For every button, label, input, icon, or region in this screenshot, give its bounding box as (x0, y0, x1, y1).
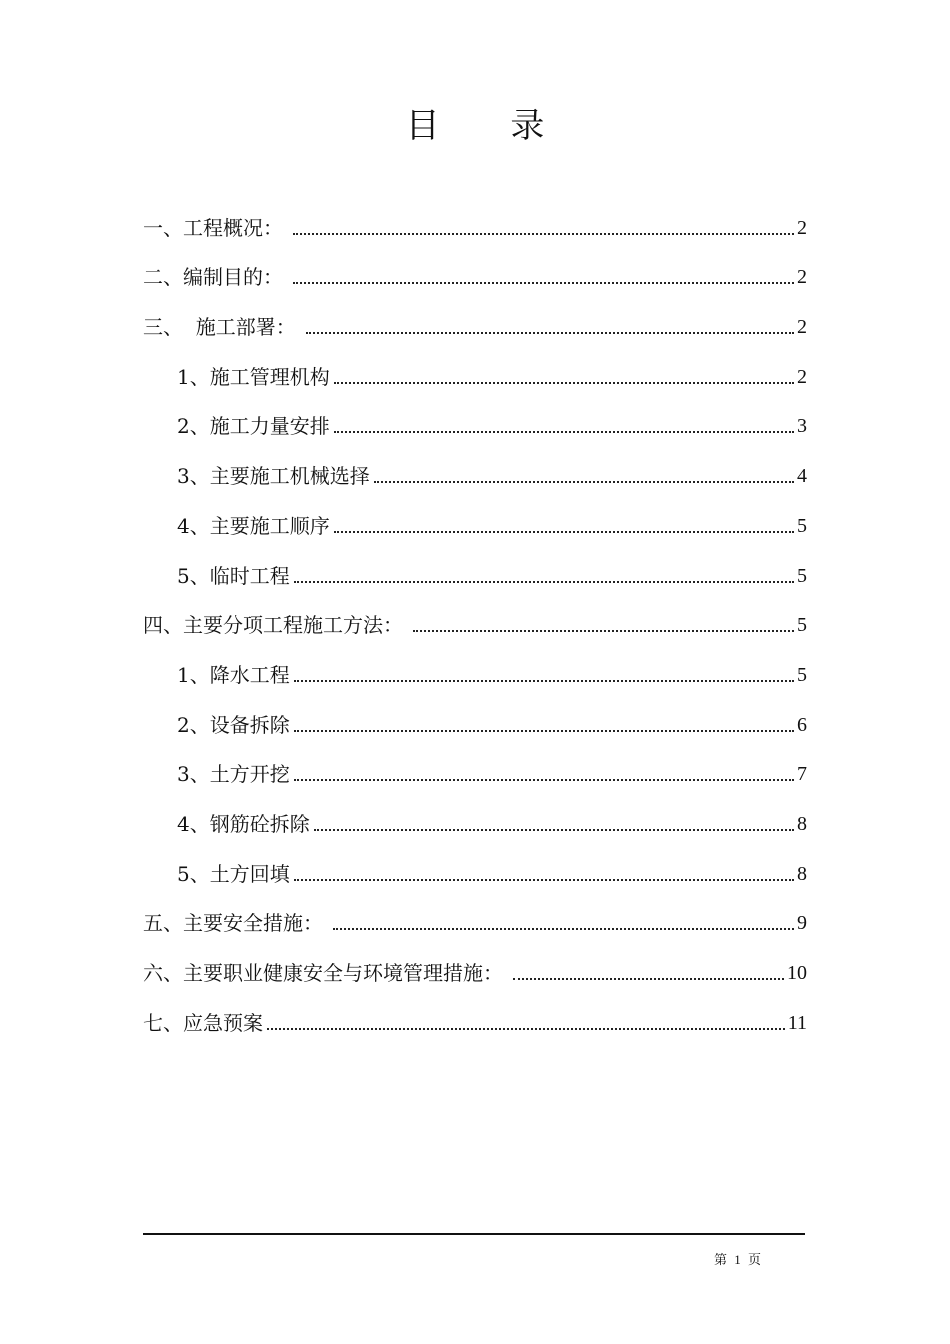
toc-entry[interactable] (143, 438, 807, 488)
toc-entry-label: 4、主要施工顺序 (177, 513, 330, 538)
toc-entry-label: 五、主要安全措施： (143, 911, 330, 936)
toc-entry-page: 5 (797, 614, 807, 637)
toc-entry[interactable] (143, 886, 807, 936)
toc-entry[interactable] (143, 389, 807, 439)
toc-entry[interactable] (143, 786, 807, 836)
toc-entry-page: 10 (787, 962, 807, 984)
toc-entry-page: 3 (797, 415, 807, 438)
toc-entry-label: 1、降水工程 (177, 662, 290, 687)
toc-entry-label: 3、土方开挖 (177, 762, 290, 787)
toc-entry-page: 5 (797, 663, 807, 686)
toc-dot-leader (334, 531, 794, 533)
toc-entry-page: 2 (797, 365, 807, 388)
toc-entry-page: 5 (797, 564, 807, 587)
toc-dot-leader (294, 680, 794, 682)
toc-entry-label: 3、主要施工机械选择 (177, 464, 370, 489)
toc-entry-label: 二、编制目的： (143, 265, 290, 290)
toc-entry-page: 7 (797, 763, 807, 786)
toc-entry-label: 1、施工管理机构 (177, 364, 330, 389)
toc-entry-page: 8 (797, 862, 807, 885)
toc-dot-leader (333, 928, 794, 930)
toc-entry-label: 2、施工力量安排 (177, 414, 330, 439)
toc-entry[interactable] (143, 588, 807, 638)
toc-entry[interactable] (143, 637, 807, 687)
toc-entry-page: 11 (787, 1011, 807, 1034)
toc-entry[interactable] (143, 488, 807, 538)
table-of-contents (143, 190, 807, 1035)
toc-dot-leader (294, 730, 794, 732)
toc-dot-leader (294, 779, 794, 781)
toc-entry[interactable] (143, 190, 807, 240)
toc-entry-page: 2 (797, 316, 807, 339)
toc-entry-label: 七、应急预案 (143, 1010, 263, 1035)
toc-dot-leader (293, 233, 794, 235)
toc-entry-label: 六、主要职业健康安全与环境管理措施： (143, 961, 510, 985)
document-title: 目 录 (405, 106, 575, 146)
toc-entry-label: 2、设备拆除 (177, 712, 290, 737)
toc-entry[interactable] (143, 687, 807, 737)
footer-rule (143, 1233, 805, 1235)
toc-dot-leader (306, 332, 794, 334)
toc-dot-leader (267, 1028, 785, 1030)
toc-entry[interactable] (143, 985, 807, 1035)
toc-entry-label: 三、 施工部署： (143, 315, 303, 340)
toc-dot-leader (334, 382, 794, 384)
toc-entry-page: 8 (797, 812, 807, 835)
toc-dot-leader (294, 879, 794, 881)
toc-entry-label: 5、临时工程 (177, 563, 290, 588)
toc-entry-page: 5 (797, 514, 807, 537)
toc-entry[interactable] (143, 836, 807, 886)
toc-entry[interactable] (143, 339, 807, 389)
toc-entry[interactable] (143, 737, 807, 787)
toc-entry-page: 2 (797, 216, 807, 239)
toc-entry[interactable] (143, 240, 807, 290)
toc-entry-label: 4、钢筋砼拆除 (177, 811, 310, 836)
toc-entry-page: 6 (797, 713, 807, 736)
toc-dot-leader (293, 282, 794, 284)
toc-dot-leader (413, 630, 794, 632)
toc-entry[interactable] (143, 935, 807, 985)
toc-entry[interactable] (143, 538, 807, 588)
toc-entry-page: 2 (797, 266, 807, 289)
toc-entry-page: 9 (797, 912, 807, 935)
toc-dot-leader (334, 431, 794, 433)
toc-dot-leader (513, 978, 784, 980)
toc-entry-label: 一、工程概况： (143, 215, 290, 240)
toc-entry-page: 4 (797, 465, 807, 488)
toc-dot-leader (374, 481, 794, 483)
toc-entry-label: 四、主要分项工程施工方法： (143, 613, 410, 638)
toc-entry-label: 5、土方回填 (177, 861, 290, 886)
page-number: 第 1 页 (713, 1252, 761, 1267)
toc-entry[interactable] (143, 289, 807, 339)
toc-dot-leader (294, 581, 794, 583)
toc-dot-leader (314, 829, 794, 831)
